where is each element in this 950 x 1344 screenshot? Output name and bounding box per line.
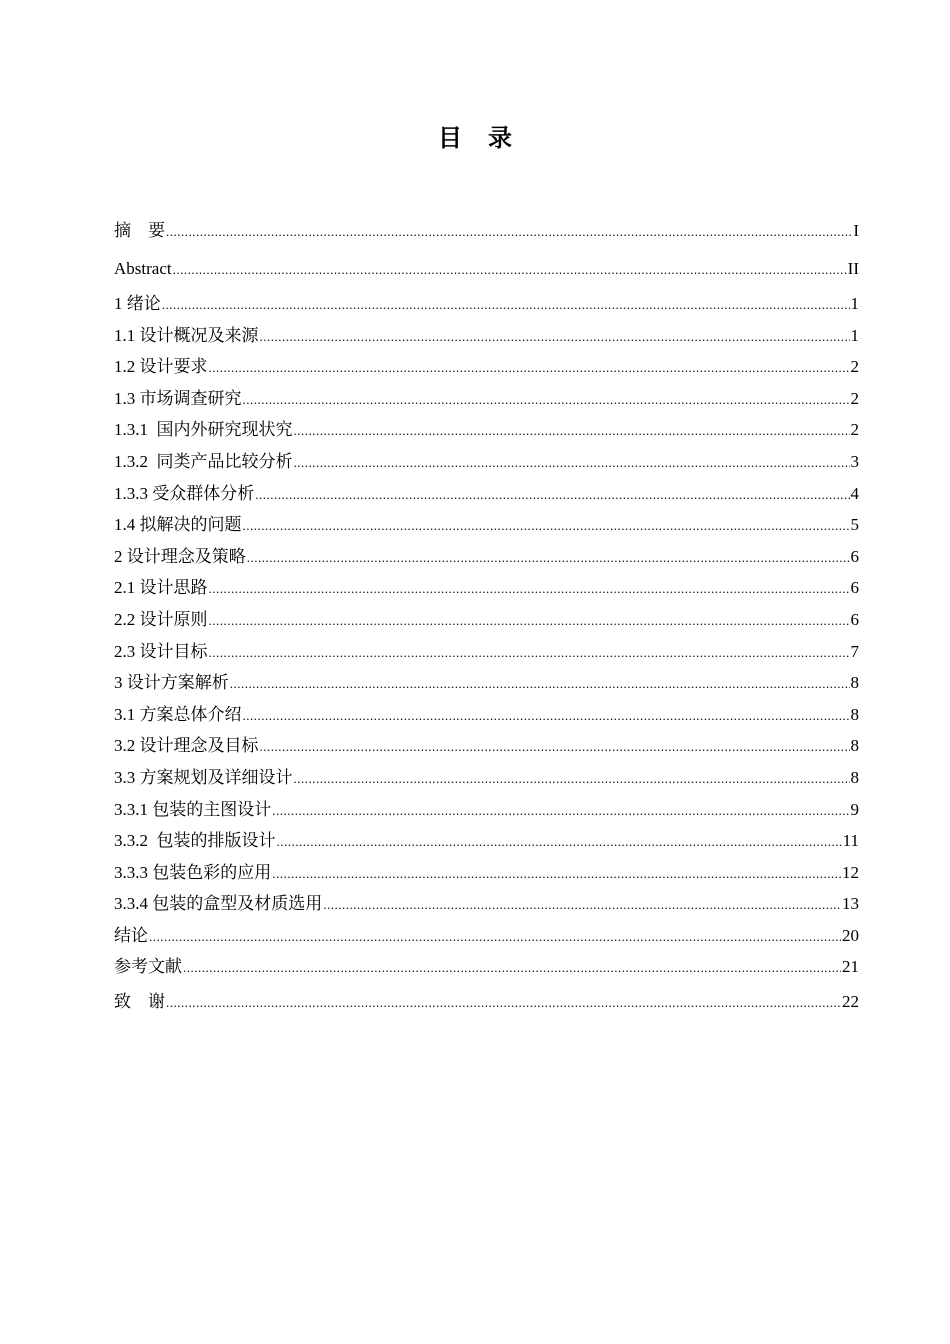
toc-entry[interactable] [114, 699, 859, 731]
dot-leader [260, 731, 850, 763]
toc-entry[interactable] [114, 794, 859, 826]
dot-leader [294, 415, 850, 447]
toc-entry-page: 5 [850, 515, 859, 535]
toc-entry[interactable] [114, 888, 859, 920]
toc-entry-label: 3 设计方案解析 [114, 673, 229, 693]
dot-leader [162, 289, 850, 321]
toc-entry-label: 2.1 设计思路 [114, 578, 208, 598]
dot-leader [209, 605, 850, 637]
toc-entry-page: 22 [842, 992, 859, 1012]
toc-entry-page: 8 [850, 704, 859, 724]
toc-entry-page: 1 [850, 294, 859, 313]
dot-leader [183, 952, 841, 984]
dot-leader [149, 921, 841, 953]
toc-entry[interactable] [114, 478, 859, 510]
table-of-contents [114, 212, 859, 1021]
toc-entry-acknowledgements[interactable] [114, 983, 859, 1021]
toc-entry-label: 3.3.1 包装的主图设计 [114, 799, 272, 819]
toc-title-char-1: 目 [438, 124, 462, 152]
toc-entry[interactable] [114, 572, 859, 604]
toc-entry-page: 4 [850, 483, 859, 503]
toc-entry-page: 11 [842, 831, 859, 851]
dot-leader [247, 542, 850, 574]
toc-entry-abstract-en[interactable] [114, 250, 859, 288]
dot-leader [243, 700, 850, 732]
toc-entry-label: 3.2 设计理念及目标 [114, 736, 259, 756]
toc-entry-label: 3.3.4 包装的盒型及材质选用 [114, 894, 323, 914]
toc-entry-page: 8 [850, 673, 859, 693]
dot-leader [243, 510, 850, 542]
toc-entry-label: 2.3 设计目标 [114, 641, 208, 661]
toc-entry[interactable] [114, 604, 859, 636]
toc-entry[interactable] [114, 825, 859, 857]
dot-leader [272, 795, 849, 827]
dot-leader [209, 352, 850, 384]
toc-entry-label: 结论 [114, 925, 148, 945]
dot-leader [230, 668, 850, 700]
toc-entry-page: 3 [850, 451, 859, 471]
dot-leader [166, 984, 841, 1022]
dot-leader [173, 251, 847, 289]
toc-entry-page: 9 [850, 799, 859, 819]
toc-entry-page: 21 [842, 957, 859, 977]
toc-entry-label: 1.4 拟解决的问题 [114, 515, 242, 535]
dot-leader [294, 763, 850, 795]
toc-entry[interactable] [114, 288, 859, 320]
toc-entry[interactable] [114, 320, 859, 352]
toc-entry-label: 参考文献 [114, 957, 182, 977]
dot-leader [243, 384, 850, 416]
toc-entry-page: 12 [842, 862, 859, 882]
toc-entry-label: 3.1 方案总体介绍 [114, 704, 242, 724]
toc-entry-page: 6 [850, 546, 859, 566]
toc-entry[interactable] [114, 446, 859, 478]
toc-entry-label: 摘 要 [114, 221, 165, 240]
toc-entry[interactable] [114, 509, 859, 541]
toc-entry[interactable] [114, 541, 859, 573]
toc-entry[interactable] [114, 351, 859, 383]
toc-entry-page: 6 [850, 578, 859, 598]
toc-title [0, 120, 950, 156]
toc-entry-page: 2 [850, 357, 859, 377]
dot-leader [260, 321, 850, 353]
toc-entry-page: 8 [850, 767, 859, 787]
toc-entry-page: 7 [850, 641, 859, 661]
toc-entry-label: 致 谢 [114, 992, 165, 1012]
toc-entry-label: 1 绪论 [114, 294, 161, 313]
dot-leader [166, 213, 852, 251]
toc-entry-label: 1.3 市场调查研究 [114, 388, 242, 408]
toc-entry-label: 3.3.3 包装色彩的应用 [114, 862, 272, 882]
toc-entry-page: 2 [850, 388, 859, 408]
toc-entry-references[interactable] [114, 951, 859, 983]
toc-entry-page: II [847, 259, 859, 278]
toc-entry-page: 6 [850, 609, 859, 629]
toc-entry-conclusion[interactable] [114, 920, 859, 952]
toc-entry-label: 3.3 方案规划及详细设计 [114, 767, 293, 787]
toc-entry-page: 1 [850, 325, 859, 345]
dot-leader [255, 479, 849, 511]
toc-entry[interactable] [114, 414, 859, 446]
toc-entry[interactable] [114, 730, 859, 762]
dot-leader [272, 858, 841, 890]
toc-entry[interactable] [114, 636, 859, 668]
toc-entry-label: 1.1 设计概况及来源 [114, 325, 259, 345]
dot-leader [294, 447, 850, 479]
toc-entry[interactable] [114, 762, 859, 794]
dot-leader [323, 889, 841, 921]
toc-entry-label: 1.3.3 受众群体分析 [114, 483, 255, 503]
toc-entry-label: 1.3.1 国内外研究现状究 [114, 420, 293, 440]
toc-entry-page: 2 [850, 420, 859, 440]
toc-entry-label: 2.2 设计原则 [114, 609, 208, 629]
dot-leader [277, 826, 842, 858]
toc-title-char-2: 录 [488, 124, 512, 152]
toc-entry-label: 1.3.2 同类产品比较分析 [114, 451, 293, 471]
toc-entry[interactable] [114, 667, 859, 699]
toc-entry-label: 1.2 设计要求 [114, 357, 208, 377]
toc-entry-label: 3.3.2 包装的排版设计 [114, 831, 276, 851]
toc-entry-page: I [853, 221, 859, 240]
dot-leader [209, 637, 850, 669]
toc-entry-abstract-cn[interactable] [114, 212, 859, 250]
toc-entry-label: 2 设计理念及策略 [114, 546, 246, 566]
toc-entry-page: 8 [850, 736, 859, 756]
dot-leader [209, 573, 850, 605]
toc-entry-label: Abstract [114, 259, 172, 278]
toc-entry-page: 13 [842, 894, 859, 914]
toc-entry-page: 20 [842, 925, 859, 945]
toc-entry[interactable] [114, 383, 859, 415]
toc-entry[interactable] [114, 857, 859, 889]
